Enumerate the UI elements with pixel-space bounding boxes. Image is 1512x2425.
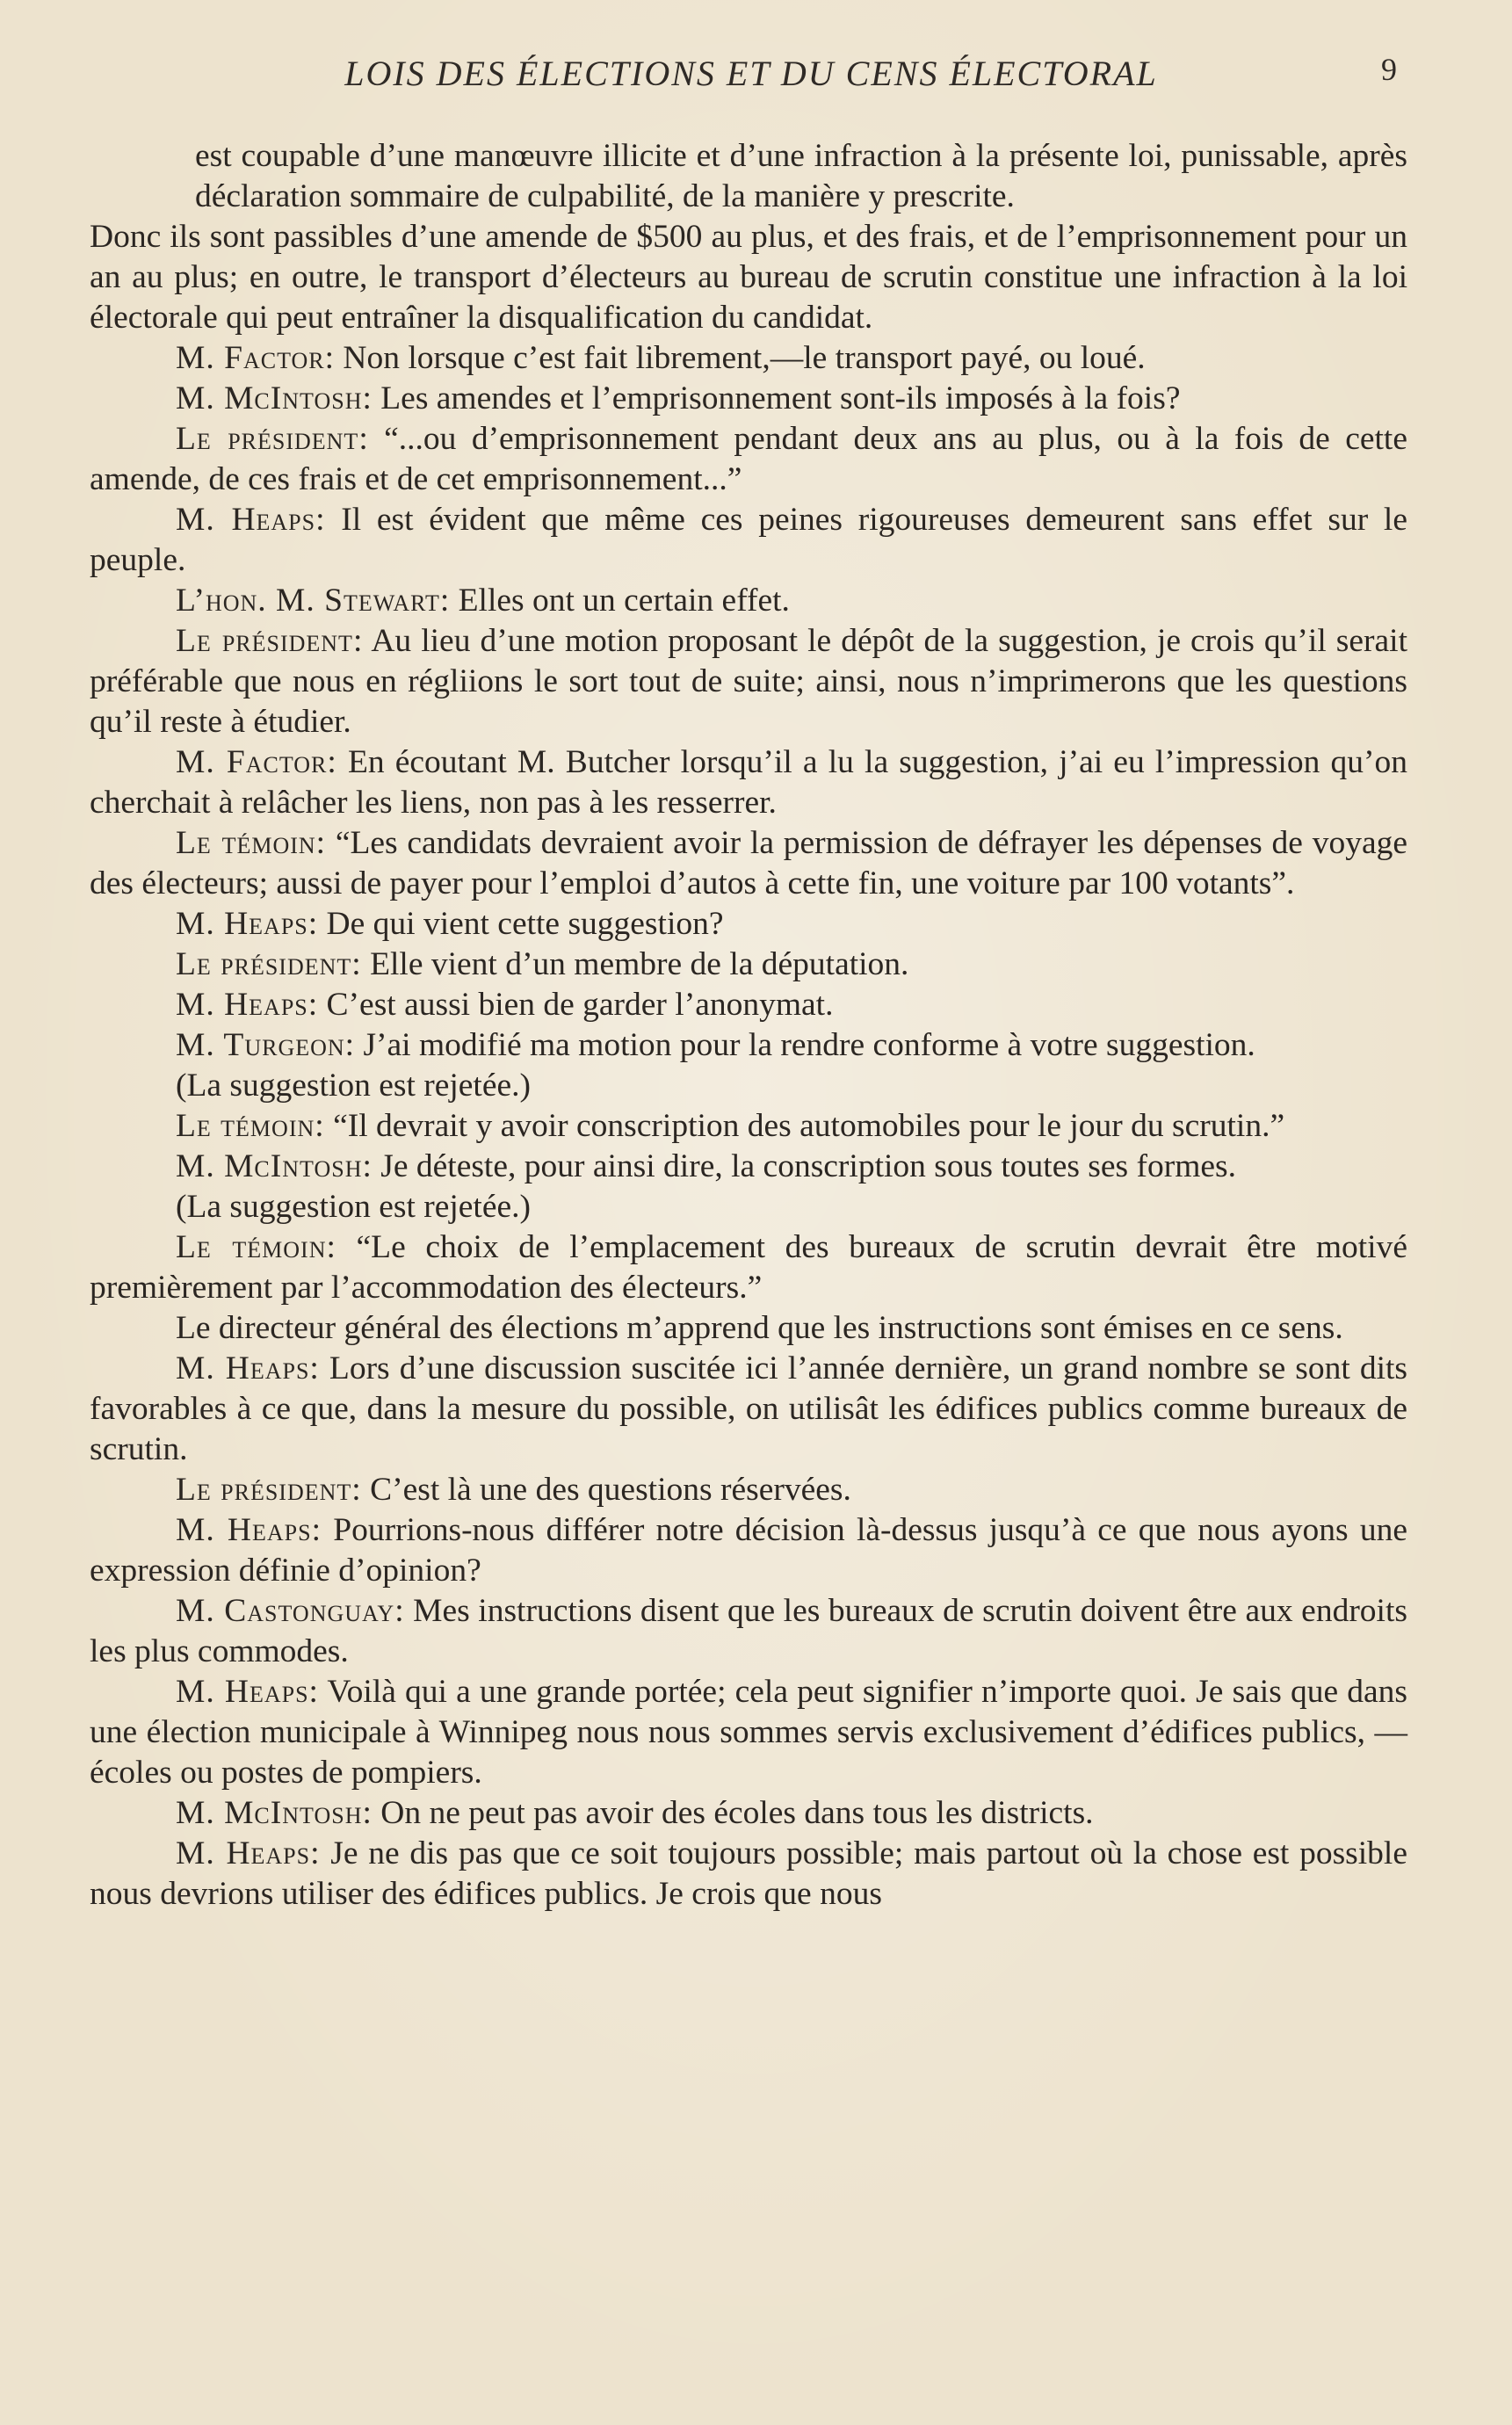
speaker: M. Heaps: xyxy=(176,906,319,942)
speaker: Le témoin: xyxy=(176,825,327,861)
speaker: M. Heaps: xyxy=(176,1674,319,1710)
paragraph-text: Mes instructions disent que les bureaux de scrutin doivent être aux endroits les plus commodes. xyxy=(90,1593,1407,1669)
paragraph xyxy=(90,1025,1407,1066)
paragraph xyxy=(90,1349,1407,1470)
paragraph-text: Voilà qui a une grande portée; cela peut signifier n’importe quoi. Je sais que dans une élection municipale à Winnipeg nous nous sommes servis exclusivement d’édifices publics, — écoles ou postes de pompiers. xyxy=(90,1674,1408,1791)
paragraph xyxy=(90,742,1407,823)
paragraph xyxy=(90,217,1407,338)
paragraph xyxy=(90,1672,1407,1793)
speaker: Le témoin: xyxy=(176,1229,336,1265)
speaker: L’hon. M. Stewart: xyxy=(176,583,451,619)
speaker: M. Castonguay: xyxy=(176,1593,405,1629)
paragraph xyxy=(90,419,1407,500)
paragraph xyxy=(90,1147,1407,1187)
speaker: M. Heaps: xyxy=(176,502,326,538)
paragraph xyxy=(90,1793,1407,1834)
paragraph xyxy=(90,379,1407,419)
paragraph-text: est coupable d’une manœuvre illicite et d’une infraction à la présente loi, punissable, après déclaration sommaire de culpabilité, de la manière y prescrite. xyxy=(195,138,1407,214)
speaker: M. Turgeon: xyxy=(176,1027,356,1063)
paragraph-text: Lors d’une discussion suscitée ici l’année dernière, un grand nombre se sont dits favorables à ce que, dans la mesure du possible, on utilisât les édifices publics comme bureaux de scrutin. xyxy=(90,1350,1408,1467)
paragraph-text: Elle vient d’un membre de la députation. xyxy=(361,946,909,982)
paragraph xyxy=(90,985,1407,1025)
paragraph-text: Je ne dis pas que ce soit toujours possible; mais partout où la chose est possible nous devrions utiliser des édifices publics. Je crois que nous xyxy=(90,1835,1407,1912)
paragraph xyxy=(90,1227,1407,1308)
paragraph xyxy=(90,621,1407,742)
paragraph xyxy=(90,500,1407,581)
paragraph-text: “Le choix de l’emplacement des bureaux de scrutin devrait être motivé premièrement par l’accommodation des électeurs.” xyxy=(90,1229,1407,1306)
paragraph xyxy=(90,581,1407,621)
paragraph-text: Pourrions-nous différer notre décision là-dessus jusqu’à ce que nous ayons une expression définie d’opinion? xyxy=(90,1512,1407,1589)
speaker: Le témoin: xyxy=(176,1108,325,1144)
speaker: M. Factor: xyxy=(176,340,336,376)
paragraph-text: Au lieu d’une motion proposant le dépôt de la suggestion, je crois qu’il serait préférable que nous en régliions le sort tout de suite; ainsi, nous n’imprimerons que les questions qu’il reste à étudier. xyxy=(90,623,1407,740)
paragraph-text: Il est évident que même ces peines rigoureuses demeurent sans effet sur le peuple. xyxy=(90,502,1407,578)
speaker: M. McIntosh: xyxy=(176,1148,373,1184)
paragraph-text: En écoutant M. Butcher lorsqu’il a lu la suggestion, j’ai eu l’impression qu’on cherchait à relâcher les liens, non pas à les resserrer. xyxy=(90,744,1407,821)
paragraph-text: (La suggestion est rejetée.) xyxy=(176,1189,532,1225)
paragraph-text: (La suggestion est rejetée.) xyxy=(176,1068,532,1104)
body-text xyxy=(90,136,1407,1915)
paragraph-text: C’est là une des questions réservées. xyxy=(361,1472,851,1508)
paragraph xyxy=(90,1834,1407,1915)
paragraph xyxy=(90,338,1407,379)
paragraph xyxy=(90,1187,1407,1227)
running-head: LOIS DES ÉLECTIONS ET DU CENS ÉLECTORAL xyxy=(344,54,1158,93)
speaker: M. McIntosh: xyxy=(176,1795,373,1831)
speaker: Le président: xyxy=(176,946,362,982)
speaker: M. McIntosh: xyxy=(176,380,373,416)
paragraph-text: Donc ils sont passibles d’une amende de $500 au plus, et des frais, et de l’emprisonnement pour un an au plus; en outre, le transport d’électeurs au bureau de scrutin constitue une infraction à la loi électorale qui peut entraîner la disqualification du candidat. xyxy=(90,219,1407,336)
paragraph-text: On ne peut pas avoir des écoles dans tous les districts. xyxy=(372,1795,1094,1831)
paragraph xyxy=(90,1470,1407,1510)
paragraph-text: Elles ont un certain effet. xyxy=(450,583,790,619)
paragraph xyxy=(90,1066,1407,1106)
paragraph-text: Le directeur général des élections m’apprend que les instructions sont émises en ce sens. xyxy=(176,1310,1343,1346)
paragraph-text: “...ou d’emprisonnement pendant deux ans au plus, ou à la fois de cette amende, de ces frais et de cet emprisonnement...” xyxy=(90,421,1407,497)
paragraph-text: “Les candidats devraient avoir la permission de défrayer les dépenses de voyage des électeurs; aussi de payer pour l’emploi d’autos à cette fin, une voiture par 100 votants”. xyxy=(90,825,1407,901)
speaker: M. Factor: xyxy=(176,744,337,780)
speaker: Le président: xyxy=(176,623,364,659)
paragraph-text: J’ai modifié ma motion pour la rendre conforme à votre suggestion. xyxy=(355,1027,1255,1063)
paragraph-text: Je déteste, pour ainsi dire, la conscription sous toutes ses formes. xyxy=(372,1148,1237,1184)
speaker: M. Heaps: xyxy=(176,1835,321,1871)
speaker: Le président: xyxy=(176,1472,362,1508)
paragraph xyxy=(90,1106,1407,1147)
paragraph-text: C’est aussi bien de garder l’anonymat. xyxy=(318,987,834,1023)
paragraph-text: Les amendes et l’emprisonnement sont-ils imposés à la fois? xyxy=(372,380,1181,416)
speaker: M. Heaps: xyxy=(176,1350,320,1386)
page-number: 9 xyxy=(1381,52,1397,87)
speaker: M. Heaps: xyxy=(176,1512,322,1548)
paragraph xyxy=(90,136,1407,217)
paragraph-text: “Il devrait y avoir conscription des automobiles pour le jour du scrutin.” xyxy=(324,1108,1285,1144)
paragraph xyxy=(90,904,1407,945)
paragraph-text: Non lorsque c’est fait librement,—le transport payé, ou loué. xyxy=(335,340,1146,376)
paragraph xyxy=(90,1308,1407,1349)
paragraph-text: De qui vient cette suggestion? xyxy=(318,906,724,942)
speaker: M. Heaps: xyxy=(176,987,319,1023)
speaker: Le président: xyxy=(176,421,369,457)
paragraph xyxy=(90,1510,1407,1591)
paragraph xyxy=(90,1591,1407,1672)
paragraph xyxy=(90,823,1407,904)
paragraph xyxy=(90,945,1407,985)
